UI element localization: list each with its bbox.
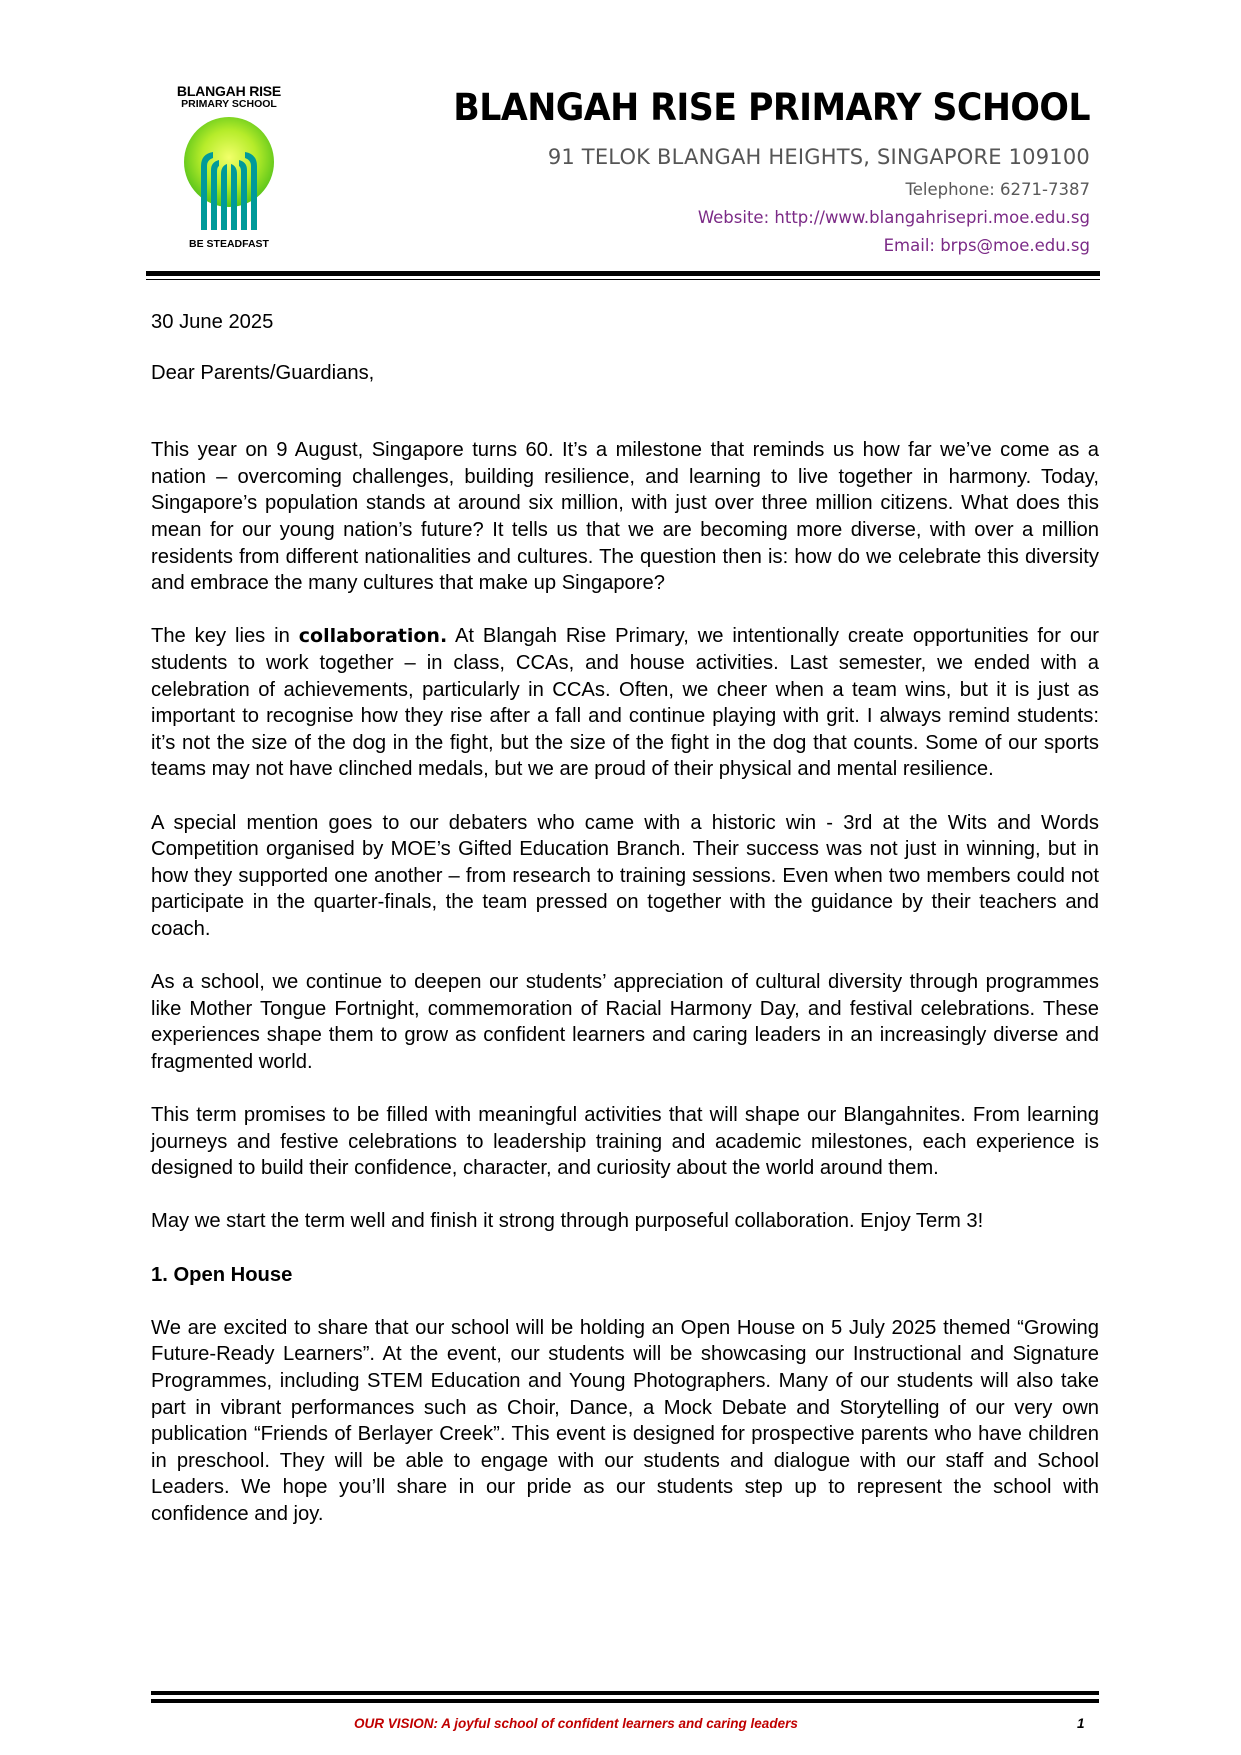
letter-salutation: Dear Parents/Guardians, [151,361,375,384]
footer-divider-top [151,1691,1099,1695]
school-website-link[interactable]: Website: http://www.blangahrisepri.moe.edu.sg [697,208,1090,227]
paragraph-debaters: A special mention goes to our debaters who came with a historic win - 3rd at the Wits and Words Competition organised by MOE’s Gifted Education Branch. Their success was not just in winning, but in how they supported one another – from research to training sessions. Even when two members could not participate in the quarter-finals, the team pressed on together with the guidance by their teachers and coach. [151,811,1099,940]
school-email-link[interactable]: Email: brps@moe.edu.sg [883,236,1090,255]
footer-vision-statement: OUR VISION: A joyful school of confident learners and caring leaders [354,1716,798,1731]
logo-school-name: BLANGAH RISE [176,83,282,99]
letterhead-divider-thin [146,279,1100,280]
paragraph-term-activities: This term promises to be filled with meaningful activities that will shape our Blangahnites. From learning journeys and festive celebrations to leadership training and academic milestones, each experience is designed to build their confidence, character, and curiosity about the world around them. [151,1104,1099,1180]
logo-motto: BE STEADFAST [189,238,269,250]
footer-divider-bottom [151,1699,1099,1703]
page-number: 1 [1077,1716,1085,1731]
logo-emblem-icon [177,114,281,236]
paragraph-open-house: We are excited to share that our school will be holding an Open House on 5 July 2025 themed “Growing Future-Ready Learners”. At the event, our students will be showcasing our Instructional and Signature Programmes, including STEM Education and Young Photographers. Many of our students will also take part in vibrant performances such as Choir, Dance, a Mock Debate and Storytelling of our very own publication “Friends of Berlayer Creek”. This event is designed for prospective parents who have children in preschool. They will be able to engage with our students and dialogue with our staff and School Leaders. We hope you’ll share in our pride as our students step up to represent the school with confidence and joy. [151,1316,1099,1525]
paragraph-sg60: This year on 9 August, Singapore turns 60. It’s a milestone that reminds us how far we’ve come as a nation – overcoming challenges, building resilience, and learning to live together in harmony. Today, Singapore’s population stands at around six million, with just over three million citizens. What does this mean for our young nation’s future? It tells us that we are becoming more diverse, with over a million residents from different nationalities and cultures. The question then is: how do we celebrate this diversity and embrace the many cultures that make up Singapore? [151,439,1099,595]
paragraph-collaboration-rest: At Blangah Rise Primary, we intentionally create opportunities for our students to work together – in class, CCAs, and house activities. Last semester, we ended with a celebration of achievements, particularly in CCAs. Often, we cheer when a team wins, but it is just as important to recognise how they rise after a fall and continue playing with grit. I always remind students: it’s not the size of the dog in the fight, but the size of the fight in the dog that counts. Some of our sports teams may not have clinched medals, but we are proud of their physical and mental resilience. [151,625,1099,781]
section-heading-open-house: 1. Open House [151,1263,293,1286]
letterhead-text [290,84,1090,260]
letter-body [151,309,1099,1554]
collaboration-emphasis: collaboration. [298,625,448,648]
logo-school-subtitle: PRIMARY SCHOOL [181,98,277,110]
letterhead-divider-thick [146,271,1100,276]
school-logo [160,84,298,260]
paragraph-collaboration [151,623,1099,783]
school-telephone: Telephone: 6271-7387 [905,180,1090,199]
paragraph-cultural-diversity: As a school, we continue to deepen our students’ appreciation of cultural diversity through programmes like Mother Tongue Fortnight, commemoration of Racial Harmony Day, and festival celebrations. These experiences shape them to grow as confident learners and caring leaders in an increasingly diverse and fragmented world. [151,971,1099,1073]
paragraph-closing: May we start the term well and finish it strong through purposeful collaboration. Enjoy Term 3! [151,1210,984,1233]
school-name-heading: BLANGAH RISE PRIMARY SCHOOL [453,86,1091,129]
school-address: 91 TELOK BLANGAH HEIGHTS, SINGAPORE 109100 [547,145,1090,169]
letter-date: 30 June 2025 [151,311,274,333]
paragraph-collaboration-intro: The key lies in [151,625,299,648]
